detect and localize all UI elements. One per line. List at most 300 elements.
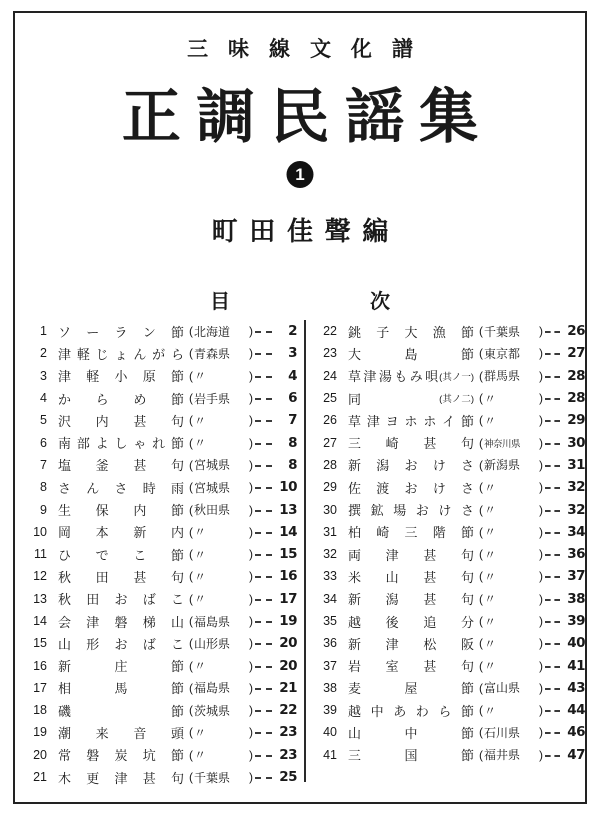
toc-entry-title-text: 山中節 bbox=[348, 725, 474, 741]
toc-entry-number: 4 bbox=[40, 391, 47, 406]
toc-entry-prefecture bbox=[479, 436, 543, 450]
open-paren: ( bbox=[479, 480, 483, 495]
series-title: 三味線文化譜 bbox=[187, 38, 433, 61]
toc-row bbox=[317, 342, 585, 364]
toc-row bbox=[27, 342, 297, 364]
toc-entry-prefecture bbox=[189, 345, 253, 362]
prefecture-name: 宮城県 bbox=[194, 480, 231, 495]
close-paren: ) bbox=[249, 368, 253, 383]
toc-entry-title bbox=[348, 745, 474, 764]
prefecture-name: 〃 bbox=[194, 659, 207, 674]
dotted-leader bbox=[255, 621, 272, 623]
prefecture-name: 石川県 bbox=[484, 725, 521, 740]
close-paren: ) bbox=[249, 725, 253, 740]
open-paren: ( bbox=[189, 569, 193, 584]
toc-heading bbox=[15, 285, 585, 314]
dotted-leader bbox=[255, 710, 272, 712]
toc-column-left bbox=[27, 320, 297, 788]
toc-entry-title bbox=[58, 567, 184, 586]
toc-entry-number: 29 bbox=[323, 480, 337, 495]
toc-entry-prefecture bbox=[189, 657, 253, 674]
close-paren: ) bbox=[539, 725, 543, 740]
prefecture-name: 〃 bbox=[484, 413, 497, 428]
dotted-leader bbox=[255, 331, 272, 333]
toc-entry-number: 5 bbox=[40, 413, 47, 428]
toc-entry-prefecture bbox=[189, 323, 253, 340]
dotted-leader bbox=[545, 398, 560, 400]
toc-entry-number: 11 bbox=[34, 547, 47, 562]
open-paren: ( bbox=[189, 725, 193, 740]
prefecture-name: 〃 bbox=[484, 525, 497, 540]
toc-entry-prefecture bbox=[189, 702, 253, 719]
toc-entry-page-number: 30 bbox=[567, 434, 585, 451]
toc-row bbox=[27, 565, 297, 587]
toc-entry-page-number: 32 bbox=[567, 501, 585, 518]
toc-row bbox=[317, 365, 585, 387]
toc-entry-title-text: 麦屋節 bbox=[348, 681, 474, 697]
close-paren: ) bbox=[539, 368, 543, 383]
toc-entry-page-number: 28 bbox=[567, 367, 585, 384]
dotted-leader bbox=[545, 510, 560, 512]
toc-entry-number: 10 bbox=[33, 524, 47, 539]
prefecture-name: 神奈川県 bbox=[484, 438, 521, 450]
toc-entry-title bbox=[58, 612, 184, 631]
toc-entry-title-text: 秋田甚句 bbox=[58, 569, 184, 585]
close-paren: ) bbox=[249, 324, 253, 339]
toc-entry-title bbox=[58, 322, 184, 341]
toc-row bbox=[27, 431, 297, 453]
toc-entry-page-number: 23 bbox=[279, 746, 297, 763]
toc-row bbox=[27, 721, 297, 743]
toc-entry-page-number: 20 bbox=[279, 635, 297, 652]
open-paren: ( bbox=[189, 770, 193, 785]
toc-entry-page-number: 2 bbox=[288, 323, 297, 340]
toc-entry-title bbox=[348, 701, 474, 720]
open-paren: ( bbox=[189, 680, 193, 695]
prefecture-name: 〃 bbox=[194, 525, 207, 540]
prefecture-name: 福島県 bbox=[194, 681, 231, 696]
toc-row bbox=[317, 654, 585, 676]
toc-entry-page-number: 21 bbox=[279, 679, 297, 696]
toc-entry-prefecture bbox=[189, 479, 253, 496]
close-paren: ) bbox=[249, 703, 253, 718]
toc-entry-prefecture bbox=[479, 323, 543, 340]
dotted-leader bbox=[545, 487, 560, 489]
toc-entry-prefecture bbox=[479, 456, 543, 473]
open-paren: ( bbox=[479, 725, 483, 740]
prefecture-name: 〃 bbox=[484, 569, 497, 584]
open-paren: ( bbox=[189, 703, 193, 718]
close-paren: ) bbox=[539, 703, 543, 718]
toc-row bbox=[27, 744, 297, 766]
toc-entry-number: 12 bbox=[33, 569, 47, 584]
toc-entry-title bbox=[58, 455, 184, 474]
toc-entry-title bbox=[58, 366, 184, 385]
prefecture-name: 宮城県 bbox=[194, 458, 231, 473]
toc-entry-prefecture bbox=[479, 568, 543, 585]
toc-row bbox=[317, 565, 585, 587]
toc-row bbox=[317, 476, 585, 498]
close-paren: ) bbox=[249, 435, 253, 450]
toc-entry-page-number: 25 bbox=[279, 769, 297, 786]
close-paren: ) bbox=[539, 680, 543, 695]
toc-entry-number: 32 bbox=[323, 547, 337, 562]
close-paren: ) bbox=[539, 391, 543, 406]
open-paren: ( bbox=[189, 547, 193, 562]
prefecture-name: 千葉県 bbox=[194, 770, 231, 785]
prefecture-name: 〃 bbox=[194, 547, 207, 562]
dotted-leader bbox=[255, 532, 272, 534]
toc-heading-char-left: 目 bbox=[210, 291, 230, 313]
toc-row bbox=[27, 677, 297, 699]
toc-row bbox=[317, 744, 585, 766]
toc-entry-number: 27 bbox=[323, 435, 337, 450]
toc-entry-number: 30 bbox=[323, 502, 337, 517]
dotted-leader bbox=[545, 554, 560, 556]
toc-entry-prefecture bbox=[479, 635, 543, 652]
toc-row bbox=[27, 588, 297, 610]
toc-entry-number: 22 bbox=[323, 324, 337, 339]
toc-entry-title-text: 山形おばこ bbox=[58, 636, 184, 652]
toc-entry-page-number: 6 bbox=[288, 390, 297, 407]
close-paren: ) bbox=[249, 747, 253, 762]
dotted-leader bbox=[545, 599, 560, 601]
toc-entry-number: 15 bbox=[33, 636, 47, 651]
close-paren: ) bbox=[539, 435, 543, 450]
toc-entry-prefecture bbox=[189, 434, 253, 451]
prefecture-name: 〃 bbox=[194, 569, 207, 584]
prefecture-name: 青森県 bbox=[194, 346, 231, 361]
toc-entry-prefecture bbox=[479, 746, 543, 763]
toc-entry-page-number: 16 bbox=[279, 568, 297, 585]
toc-row bbox=[27, 699, 297, 721]
prefecture-name: 秋田県 bbox=[194, 503, 231, 518]
close-paren: ) bbox=[249, 569, 253, 584]
prefecture-name: 〃 bbox=[484, 592, 497, 607]
close-paren: ) bbox=[249, 457, 253, 472]
toc-entry-page-number: 27 bbox=[567, 345, 585, 362]
prefecture-name: 〃 bbox=[484, 636, 497, 651]
toc-entry-prefecture bbox=[479, 590, 543, 607]
toc-entry-number: 17 bbox=[33, 680, 47, 695]
dotted-leader bbox=[545, 732, 560, 734]
toc-entry-title-text: ひでこ節 bbox=[58, 547, 184, 563]
prefecture-name: 岩手県 bbox=[194, 391, 231, 406]
toc-entry-page-number: 26 bbox=[567, 323, 585, 340]
toc-entry-title-text: 新庄節 bbox=[58, 659, 184, 675]
toc-entry-title bbox=[348, 567, 474, 586]
dotted-leader bbox=[545, 666, 560, 668]
toc-entry-number: 28 bbox=[323, 457, 337, 472]
dotted-leader bbox=[545, 621, 560, 623]
toc-entry-title bbox=[58, 500, 184, 519]
dotted-leader bbox=[255, 398, 272, 400]
open-paren: ( bbox=[479, 391, 483, 406]
prefecture-name: 千葉県 bbox=[484, 324, 521, 339]
toc-row bbox=[27, 498, 297, 520]
toc-entry-number: 19 bbox=[33, 725, 47, 740]
toc-entry-page-number: 44 bbox=[567, 702, 585, 719]
table-of-contents bbox=[15, 318, 585, 788]
toc-entry-title bbox=[58, 344, 184, 363]
toc-row bbox=[317, 320, 585, 342]
editor-credit: 町田佳聲編 bbox=[211, 216, 401, 246]
dotted-leader bbox=[255, 576, 272, 578]
toc-entry-title-text: 新潟おけさ bbox=[348, 458, 474, 474]
toc-entry-title bbox=[348, 545, 474, 564]
toc-entry-title bbox=[348, 500, 474, 519]
toc-row bbox=[27, 543, 297, 565]
toc-row bbox=[27, 632, 297, 654]
open-paren: ( bbox=[479, 636, 483, 651]
toc-entry-page-number: 29 bbox=[567, 412, 585, 429]
toc-entry-page-number: 32 bbox=[567, 479, 585, 496]
toc-entry-title bbox=[58, 411, 184, 430]
toc-entry-title-text: 新津松阪 bbox=[348, 636, 474, 652]
dotted-leader bbox=[255, 599, 272, 601]
toc-entry-title bbox=[348, 478, 474, 497]
volume-number-badge: 1 bbox=[287, 161, 314, 188]
toc-entry-page-number: 34 bbox=[567, 523, 585, 540]
toc-entry-page-number: 15 bbox=[279, 546, 297, 563]
prefecture-name: 〃 bbox=[194, 592, 207, 607]
toc-entry-page-number: 13 bbox=[279, 501, 297, 518]
open-paren: ( bbox=[479, 747, 483, 762]
toc-entry-title bbox=[348, 723, 474, 742]
toc-entry-number: 24 bbox=[323, 368, 337, 383]
toc-entry-title bbox=[348, 656, 474, 675]
column-divider bbox=[304, 320, 306, 782]
toc-entry-title bbox=[348, 411, 474, 430]
toc-entry-title-text: ソーラン節 bbox=[58, 324, 184, 340]
toc-entry-number: 6 bbox=[40, 435, 47, 450]
toc-entry-title-text: 常磐炭坑節 bbox=[58, 748, 184, 764]
toc-entry-prefecture bbox=[479, 345, 543, 362]
toc-row bbox=[27, 476, 297, 498]
toc-entry-title bbox=[58, 478, 184, 497]
close-paren: ) bbox=[249, 547, 253, 562]
toc-entry-prefecture bbox=[189, 412, 253, 429]
toc-entry-title bbox=[58, 723, 184, 742]
close-paren: ) bbox=[539, 591, 543, 606]
toc-entry-prefecture bbox=[189, 456, 253, 473]
toc-entry-prefecture bbox=[479, 679, 543, 696]
toc-entry-title-text: 三崎甚句 bbox=[348, 436, 474, 452]
prefecture-name: 北海道 bbox=[194, 324, 231, 339]
toc-row bbox=[317, 677, 585, 699]
toc-entry-number: 20 bbox=[33, 747, 47, 762]
toc-entry-title bbox=[348, 322, 474, 341]
toc-entry-title bbox=[58, 589, 184, 608]
toc-entry-title-text: からめ節 bbox=[58, 391, 184, 407]
prefecture-name: 茨城県 bbox=[194, 703, 231, 718]
toc-entry-prefecture bbox=[189, 546, 253, 563]
toc-row bbox=[317, 387, 585, 409]
open-paren: ( bbox=[189, 324, 193, 339]
toc-entry-prefecture bbox=[189, 367, 253, 384]
open-paren: ( bbox=[479, 346, 483, 361]
prefecture-name: 〃 bbox=[194, 725, 207, 740]
toc-entry-prefecture bbox=[189, 613, 253, 630]
toc-entry-prefecture bbox=[189, 590, 253, 607]
open-paren: ( bbox=[189, 480, 193, 495]
open-paren: ( bbox=[189, 391, 193, 406]
toc-row bbox=[27, 320, 297, 342]
prefecture-name: 〃 bbox=[484, 547, 497, 562]
prefecture-name: 〃 bbox=[484, 614, 497, 629]
dotted-leader bbox=[255, 732, 272, 734]
prefecture-name: 東京都 bbox=[484, 346, 521, 361]
prefecture-name: 新潟県 bbox=[484, 458, 521, 473]
toc-row bbox=[27, 454, 297, 476]
toc-entry-page-number: 28 bbox=[567, 390, 585, 407]
dotted-leader bbox=[255, 777, 272, 779]
toc-entry-title-text: 越中あわら節 bbox=[348, 703, 474, 719]
dotted-leader bbox=[545, 465, 560, 467]
toc-entry-title bbox=[58, 522, 184, 541]
toc-entry-prefecture bbox=[479, 390, 543, 407]
toc-row bbox=[317, 632, 585, 654]
toc-entry-prefecture bbox=[189, 568, 253, 585]
toc-entry-page-number: 46 bbox=[567, 724, 585, 741]
toc-entry-title bbox=[348, 589, 474, 608]
open-paren: ( bbox=[479, 524, 483, 539]
toc-entry-prefecture bbox=[479, 657, 543, 674]
close-paren: ) bbox=[539, 636, 543, 651]
close-paren: ) bbox=[249, 614, 253, 628]
dotted-leader bbox=[545, 755, 560, 757]
open-paren: ( bbox=[479, 457, 483, 472]
toc-entry-page-number: 7 bbox=[288, 412, 297, 429]
toc-entry-title-text: 会津磐梯山 bbox=[58, 614, 184, 630]
toc-entry-number: 1 bbox=[40, 324, 47, 339]
toc-entry-page-number: 3 bbox=[288, 345, 297, 362]
toc-entry-page-number: 19 bbox=[279, 613, 297, 629]
dotted-leader bbox=[255, 487, 272, 489]
toc-entry-prefecture bbox=[189, 769, 253, 786]
toc-entry-prefecture bbox=[479, 546, 543, 563]
dotted-leader bbox=[255, 353, 272, 355]
close-paren: ) bbox=[539, 524, 543, 539]
toc-column-right bbox=[317, 320, 585, 766]
toc-entry-title bbox=[348, 455, 474, 474]
toc-entry-number: 40 bbox=[323, 725, 337, 740]
toc-entry-page-number: 37 bbox=[567, 568, 585, 585]
dotted-leader bbox=[255, 688, 272, 690]
open-paren: ( bbox=[479, 368, 483, 383]
close-paren: ) bbox=[249, 480, 253, 495]
close-paren: ) bbox=[539, 614, 543, 628]
prefecture-name: 〃 bbox=[484, 703, 497, 718]
toc-entry-title-text: 越後追分 bbox=[348, 614, 474, 630]
page-border-frame bbox=[13, 11, 587, 804]
open-paren: ( bbox=[479, 658, 483, 673]
toc-entry-number: 33 bbox=[323, 569, 337, 584]
dotted-leader bbox=[255, 420, 272, 422]
dotted-leader bbox=[545, 376, 560, 378]
toc-entry-page-number: 8 bbox=[288, 434, 297, 451]
dotted-leader bbox=[255, 465, 272, 467]
toc-entry-number: 31 bbox=[323, 524, 337, 539]
open-paren: ( bbox=[189, 747, 193, 762]
toc-entry-number: 39 bbox=[323, 703, 337, 718]
close-paren: ) bbox=[539, 502, 543, 517]
open-paren: ( bbox=[189, 502, 193, 517]
toc-row bbox=[27, 365, 297, 387]
close-paren: ) bbox=[249, 413, 253, 428]
open-paren: ( bbox=[189, 658, 193, 673]
toc-entry-number: 38 bbox=[323, 680, 337, 695]
dotted-leader bbox=[255, 755, 272, 757]
toc-entry-title bbox=[348, 634, 474, 653]
close-paren: ) bbox=[539, 569, 543, 584]
toc-entry-title bbox=[348, 612, 474, 631]
toc-entry-title-text: 同 bbox=[348, 391, 362, 407]
prefecture-name: 福島県 bbox=[194, 614, 231, 629]
prefecture-name: 〃 bbox=[484, 391, 497, 406]
close-paren: ) bbox=[539, 747, 543, 762]
toc-row bbox=[317, 454, 585, 476]
open-paren: ( bbox=[189, 591, 193, 606]
toc-entry-title bbox=[58, 656, 184, 675]
toc-entry-title-text: 新潟甚句 bbox=[348, 592, 474, 608]
toc-entry-number: 13 bbox=[33, 591, 47, 606]
close-paren: ) bbox=[539, 457, 543, 472]
toc-entry-number: 41 bbox=[323, 747, 337, 762]
toc-entry-title bbox=[348, 678, 474, 697]
toc-entry-title-text: 津軽じょんがら bbox=[58, 346, 184, 362]
toc-entry-prefecture bbox=[479, 501, 543, 518]
toc-row bbox=[27, 610, 297, 632]
toc-entry-title bbox=[58, 701, 184, 720]
open-paren: ( bbox=[479, 614, 483, 628]
prefecture-name: 福井県 bbox=[484, 748, 521, 763]
toc-entry-title bbox=[348, 433, 474, 452]
toc-entry-prefecture bbox=[479, 702, 543, 719]
toc-row bbox=[317, 699, 585, 721]
toc-heading-char-right: 次 bbox=[370, 291, 390, 313]
toc-entry-page-number: 23 bbox=[279, 724, 297, 741]
toc-entry-prefecture bbox=[189, 724, 253, 741]
dotted-leader bbox=[255, 666, 272, 668]
toc-entry-title-text: 柏崎三階節 bbox=[348, 525, 474, 541]
dotted-leader bbox=[545, 420, 560, 422]
open-paren: ( bbox=[189, 614, 193, 628]
toc-entry-title bbox=[348, 522, 474, 541]
toc-entry-title-text: 草津湯もみ唄 bbox=[348, 369, 439, 385]
toc-entry-title-text: さんさ時雨 bbox=[58, 480, 184, 496]
toc-row bbox=[317, 588, 585, 610]
toc-entry-title-text: 潮来音頭 bbox=[58, 725, 184, 741]
dotted-leader bbox=[545, 532, 560, 534]
prefecture-name: 〃 bbox=[484, 503, 497, 518]
toc-entry-number: 3 bbox=[40, 368, 47, 383]
open-paren: ( bbox=[189, 524, 193, 539]
toc-entry-prefecture bbox=[479, 613, 543, 630]
toc-entry-title-text: 佐渡おけさ bbox=[348, 480, 474, 496]
toc-entry-title-text: 三国節 bbox=[348, 748, 474, 764]
toc-entry-prefecture bbox=[189, 390, 253, 407]
dotted-leader bbox=[255, 376, 272, 378]
toc-entry-prefecture bbox=[189, 635, 253, 652]
toc-entry-page-number: 22 bbox=[279, 702, 297, 719]
toc-entry-page-number: 20 bbox=[279, 657, 297, 674]
open-paren: ( bbox=[189, 368, 193, 383]
toc-entry-prefecture bbox=[189, 501, 253, 518]
prefecture-name: 山形県 bbox=[194, 636, 231, 651]
toc-entry-number: 14 bbox=[33, 614, 47, 628]
close-paren: ) bbox=[539, 658, 543, 673]
